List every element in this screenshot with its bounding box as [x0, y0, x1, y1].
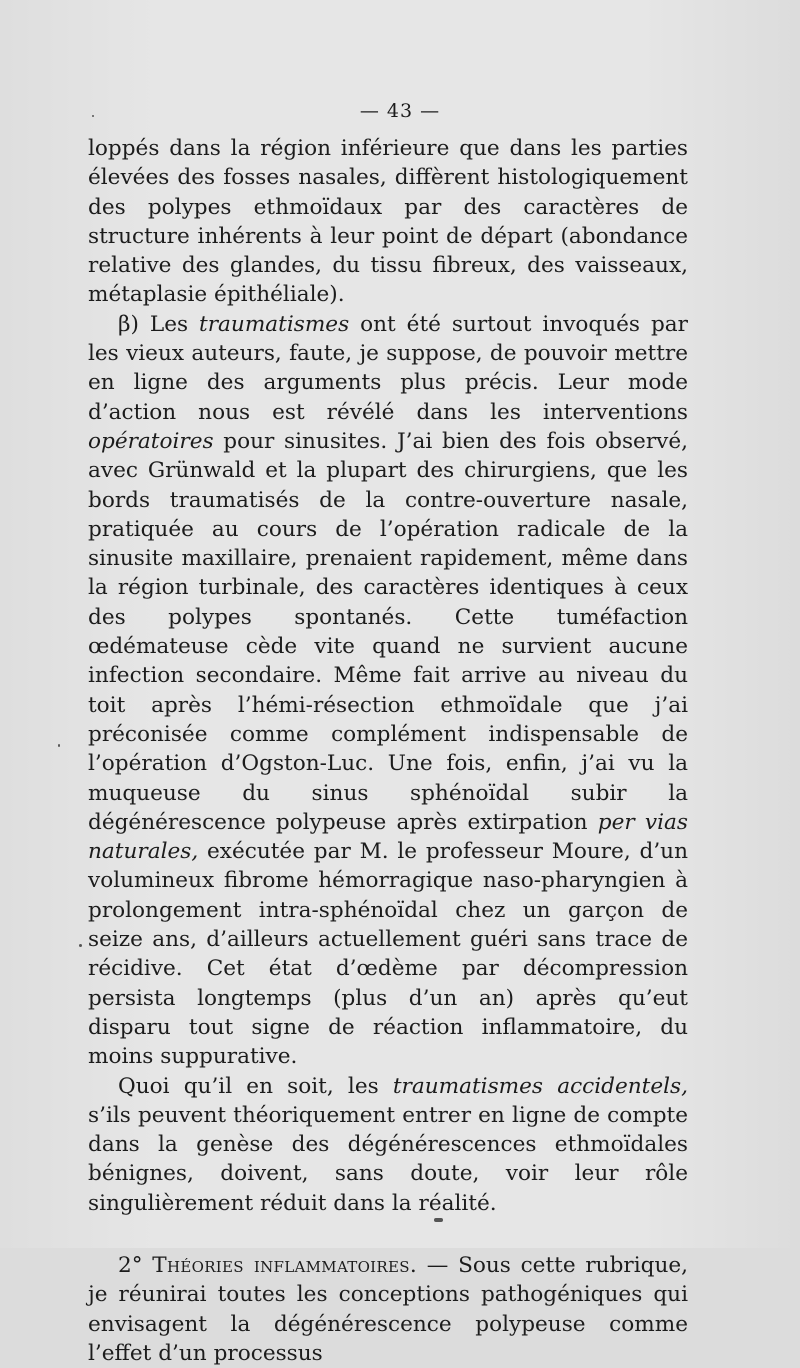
paragraph-quoi-quil-en-soit — [88, 1072, 688, 1218]
body-text — [88, 134, 688, 1368]
paragraph-theories-inflammatoires — [88, 1251, 688, 1368]
paper-speck — [79, 944, 82, 947]
italic-term: traumatismes — [199, 311, 350, 337]
text-run: β) Les — [118, 311, 200, 337]
page-number: — 43 — — [359, 100, 441, 122]
text-run: 2° — [118, 1252, 153, 1278]
text-run: — Sous cette rubrique, je réunirai toutes les conceptions pathogéniques qui envisagent la dégénérescence polypeuse comme l’effet d’un processus — [88, 1252, 688, 1366]
text-run: Quoi qu’il en soit, les — [118, 1073, 393, 1099]
italic-term: per vias naturales, — [88, 809, 688, 865]
text-run: exécutée par M. le professeur Moure, d’un volumineux fibrome hémorragique naso-pharyngien à prolongement intra-sphénoïdal chez un garçon de seize ans, d’ailleurs actuellement guéri sans trace de récidive. Cet état d’œdème par décompression persista longtemps (plus d’un an) après qu’eut disparu tout signe de réaction inflammatoire, du moins suppurative. — [88, 839, 688, 1070]
paper-speck — [92, 115, 94, 117]
paper-speck — [58, 744, 60, 747]
text-run: ont été surtout invoqués par les vieux auteurs, faute, je suppose, de pouvoir mettre en ligne des arguments plus précis. Leur mode d’action nous est révélé dans les interventions — [88, 311, 688, 425]
italic-term: traumatismes accidentels, — [392, 1073, 688, 1099]
section-gap — [88, 1218, 688, 1251]
paragraph-traumatismes — [88, 310, 688, 1072]
italic-term: opératoires — [88, 428, 214, 454]
text-run: pour sinusites. J’ai bien des fois observé, avec Grünwald et la plupart des chirurgiens, que les bords traumatisés de la contre-ouverture nasale, pratiquée au cours de l’opération radicale de la sinusite maxillaire, prenaient rapidement, même dans la région turbinale, des caractères identiques à ceux des polypes spontanés. Cette tuméfaction œdémateuse cède vite quand ne survient aucune infection secondaire. Même fait arrive au niveau du toit après l’hémi-résection ethmoïdale que j’ai préconisée comme complément indispensable de l’opération d’Ogston-Luc. Une fois, enfin, j’ai vu la muqueuse du sinus sphénoïdal subir la dégénérescence polypeuse après extirpation — [88, 428, 688, 835]
text-run: loppés dans la région inférieure que dans les parties élevées des fosses nasales, diffèrent histologiquement des polypes ethmoïdaux par des caractères de structure inhérents à leur point de départ (abondance relative des glandes, du tissu fibreux, des vaisseaux, métaplasie épithéliale). — [88, 136, 688, 308]
section-heading: Théories inflammatoires. — [152, 1252, 417, 1278]
paragraph-continuation — [88, 134, 688, 310]
paper-speck — [434, 1218, 443, 1222]
text-run: s’ils peuvent théoriquement entrer en ligne de compte dans la genèse des dégénérescences ethmoïdales bénignes, doivent, sans doute, voir leur rôle singulièrement réduit dans la réalité. — [88, 1102, 688, 1216]
